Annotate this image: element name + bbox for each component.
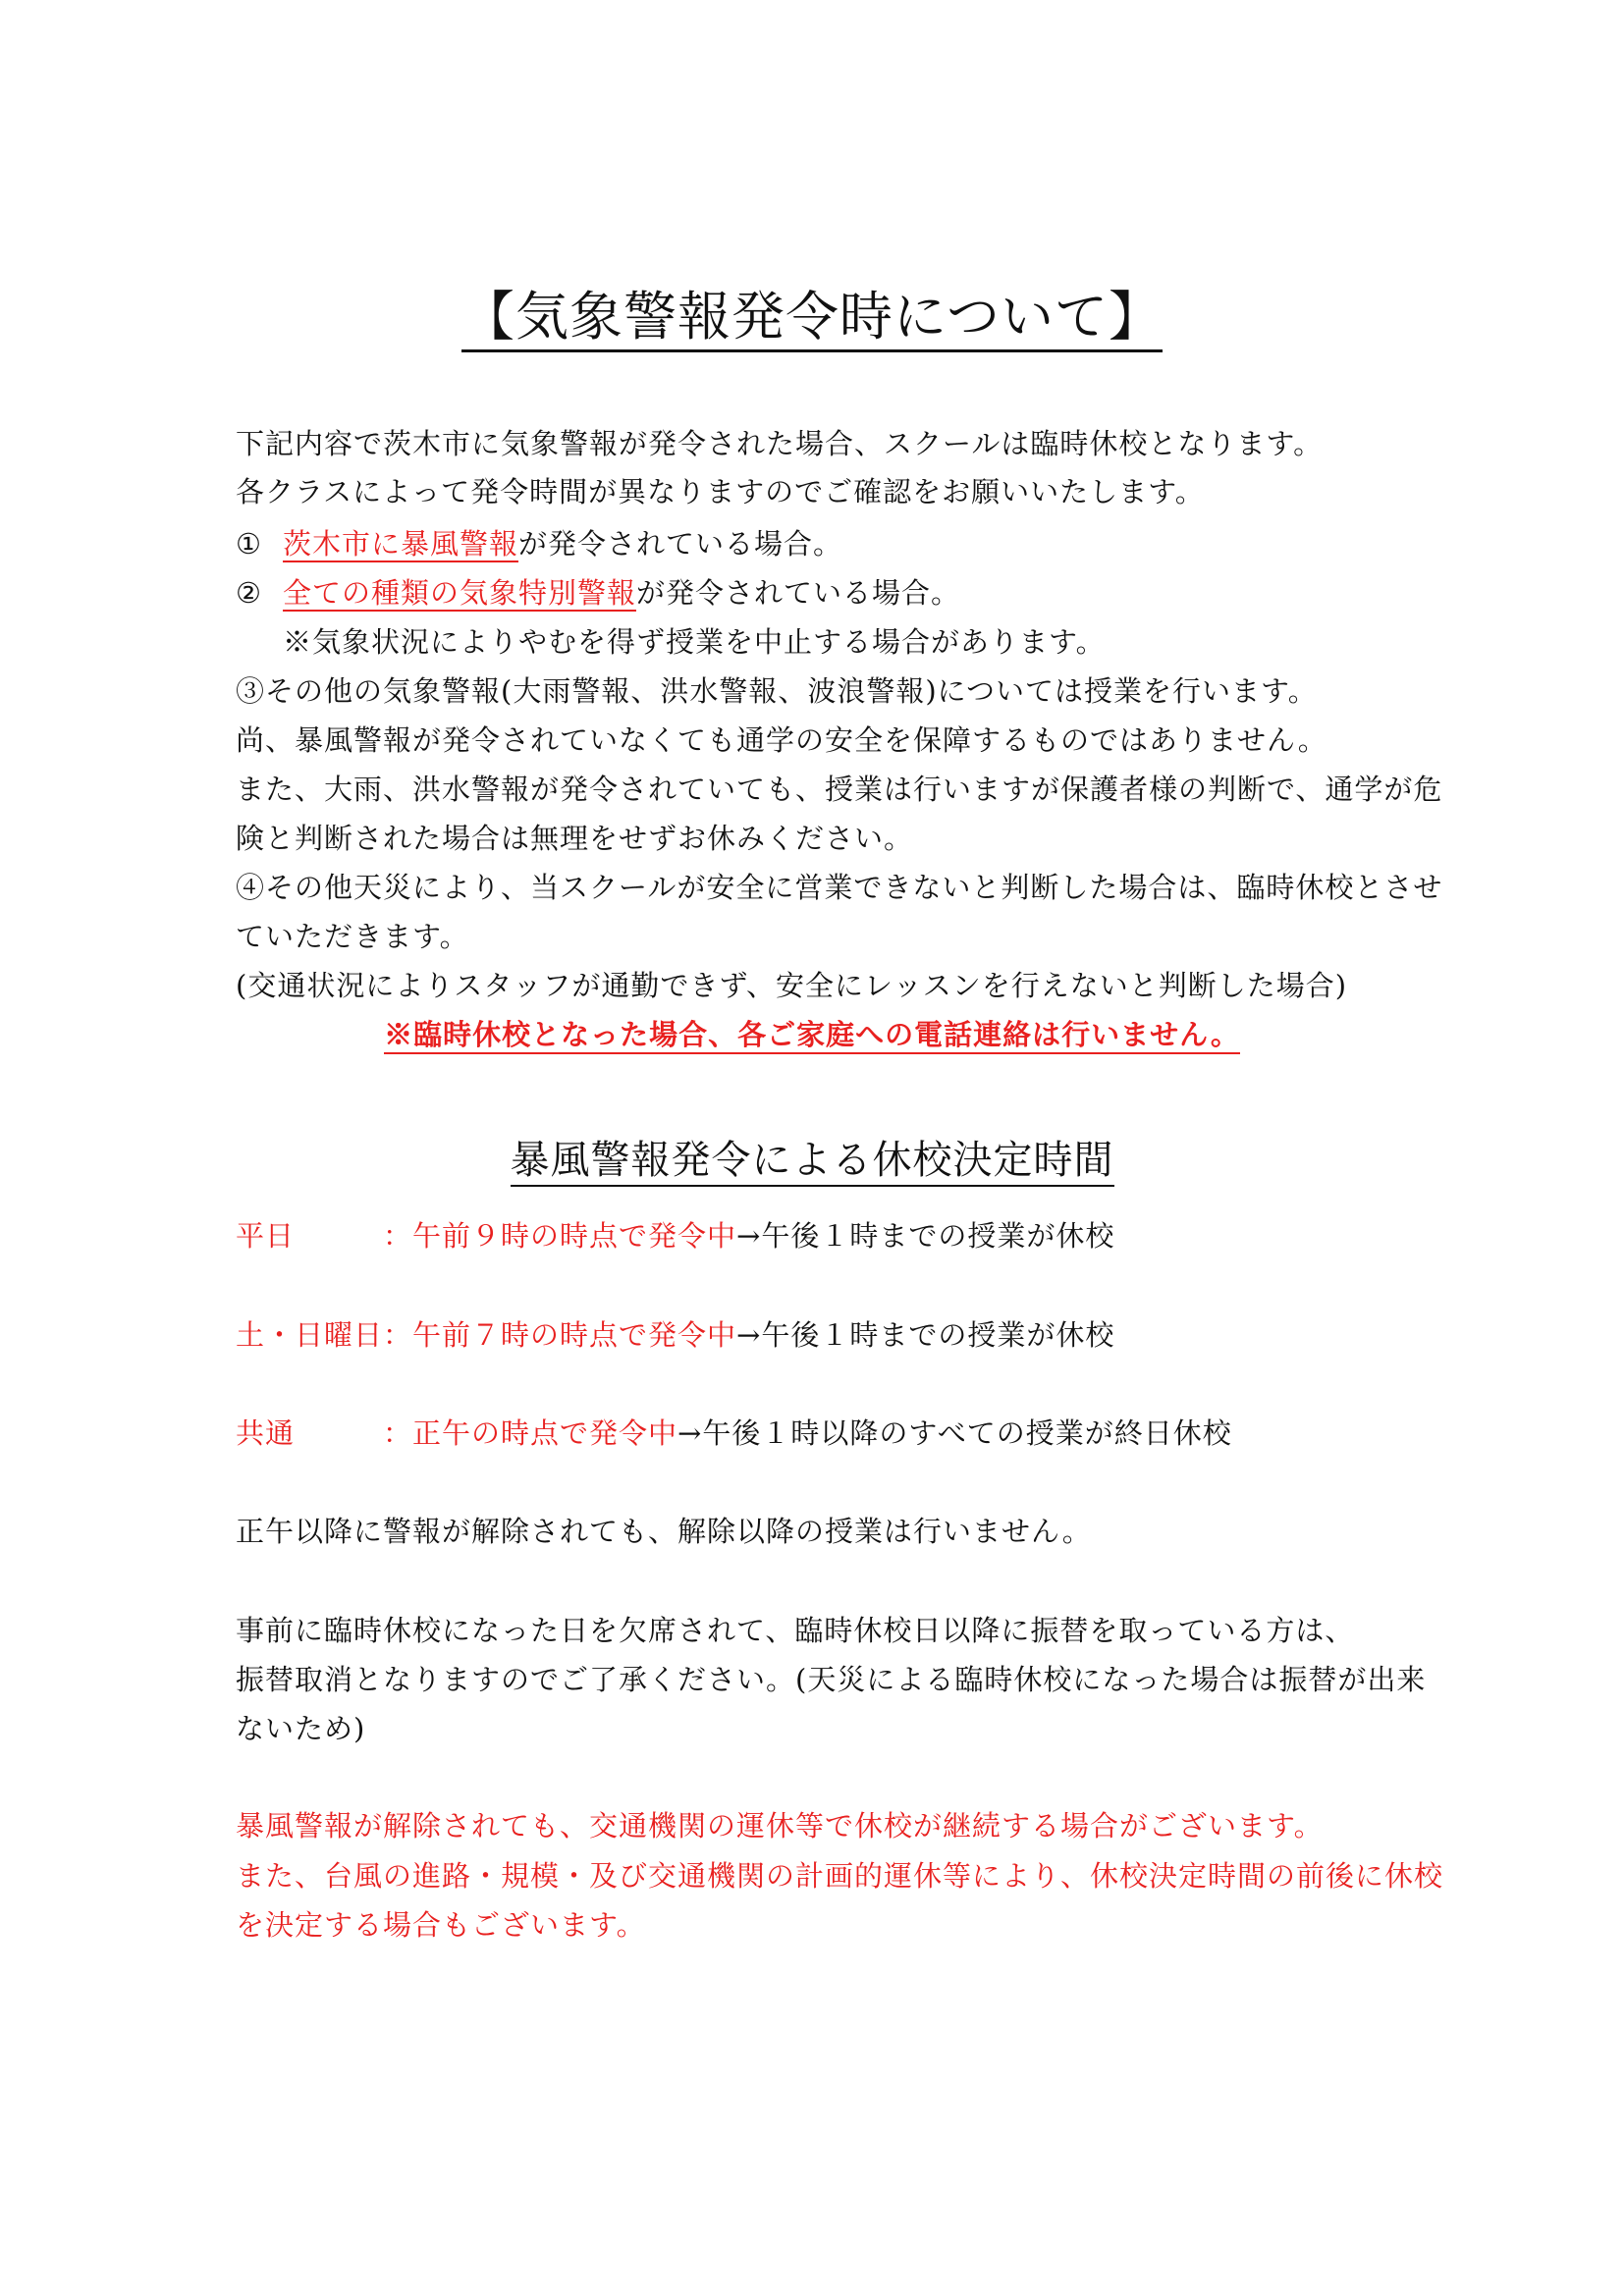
item-highlight: 全ての種類の気象特別警報 <box>283 576 637 610</box>
schedule-row-weekend <box>236 1315 1114 1355</box>
makeup-note-line-1: 事前に臨時休校になった日を欠席されて、臨時休校日以降に振替を取っている方は、 <box>236 1614 1355 1647</box>
paren-note: (交通状況によりスタッフが通勤できず、安全にレッスンを行えないと判断した場合) <box>236 969 1348 1002</box>
schedule-condition: 午前９時の時点で発令中 <box>412 1219 737 1253</box>
schedule-row-weekday <box>236 1216 1114 1255</box>
schedule-separator: ： <box>383 1219 413 1253</box>
red-note-line-3: を決定する場合もございます。 <box>236 1908 646 1942</box>
page-title <box>0 283 1624 351</box>
intro-line-1: 下記内容で茨木市に気象警報が発令された場合、スクールは臨時休校となります。 <box>236 427 1324 460</box>
paragraph-2-line-2: 険と判断された場合は無理をせずお休みください。 <box>236 822 914 855</box>
paragraph-1: 尚、暴風警報が発令されていなくても通学の安全を保障するものではありません。 <box>236 723 1327 757</box>
item-number: ② <box>236 576 262 610</box>
section-title <box>0 1134 1624 1187</box>
item-text: が発令されている場合。 <box>518 527 843 561</box>
makeup-note-line-2: 振替取消となりますのでご了承ください。(天災による臨時休校になった場合は振替が出来 <box>236 1663 1427 1696</box>
schedule-separator: ： <box>383 1318 413 1352</box>
schedule-label: 共通 <box>236 1416 296 1450</box>
list-item-2 <box>236 573 960 613</box>
list-item-4-line-2: ていただきます。 <box>236 920 469 953</box>
schedule-separator: ： <box>383 1416 413 1450</box>
schedule-result: →午後１時までの授業が休校 <box>736 1318 1115 1352</box>
red-note-line-2: また、台風の進路・規模・及び交通機関の計画的運休等により、休校決定時間の前後に休校 <box>236 1859 1444 1893</box>
page-title-text: 【気象警報発令時について】 <box>461 286 1163 352</box>
schedule-label: 土・日曜日 <box>236 1318 384 1352</box>
intro-line-2: 各クラスによって発令時間が異なりますのでご確認をお願いいたします。 <box>236 475 1205 508</box>
schedule-result: →午後１時以降のすべての授業が終日休校 <box>677 1416 1232 1450</box>
warning-line <box>0 1015 1624 1054</box>
list-item-3: ③その他の気象警報(大雨警報、洪水警報、波浪警報)については授業を行います。 <box>236 674 1318 708</box>
schedule-label: 平日 <box>236 1219 296 1253</box>
red-note-line-1: 暴風警報が解除されても、交通機関の運休等で休校が継続する場合がございます。 <box>236 1809 1324 1842</box>
item-number: ① <box>236 527 262 561</box>
paragraph-2-line-1: また、大雨、洪水警報が発令されていても、授業は行いますが保護者様の判断で、通学が危 <box>236 773 1443 806</box>
schedule-result: →午後１時までの授業が休校 <box>736 1219 1115 1253</box>
item-text: が発令されている場合。 <box>636 576 961 610</box>
section-title-text: 暴風警報発令による休校決定時間 <box>511 1138 1114 1187</box>
warning-text: ※臨時休校となった場合、各ご家庭への電話連絡は行いません。 <box>384 1018 1240 1054</box>
list-item-4-line-1: ④その他天災により、当スクールが安全に営業できないと判断した場合は、臨時休校とさせ <box>236 871 1443 904</box>
after-noon-note: 正午以降に警報が解除されても、解除以降の授業は行いません。 <box>236 1515 1092 1548</box>
note-line: ※気象状況によりやむを得ず授業を中止する場合があります。 <box>283 625 1106 659</box>
schedule-condition: 午前７時の時点で発令中 <box>412 1318 737 1352</box>
item-highlight: 茨木市に暴風警報 <box>283 527 519 561</box>
schedule-condition: 正午の時点で発令中 <box>412 1416 678 1450</box>
schedule-row-common <box>236 1414 1232 1453</box>
list-item-1 <box>236 524 842 563</box>
makeup-note-line-3: ないため) <box>236 1712 366 1745</box>
